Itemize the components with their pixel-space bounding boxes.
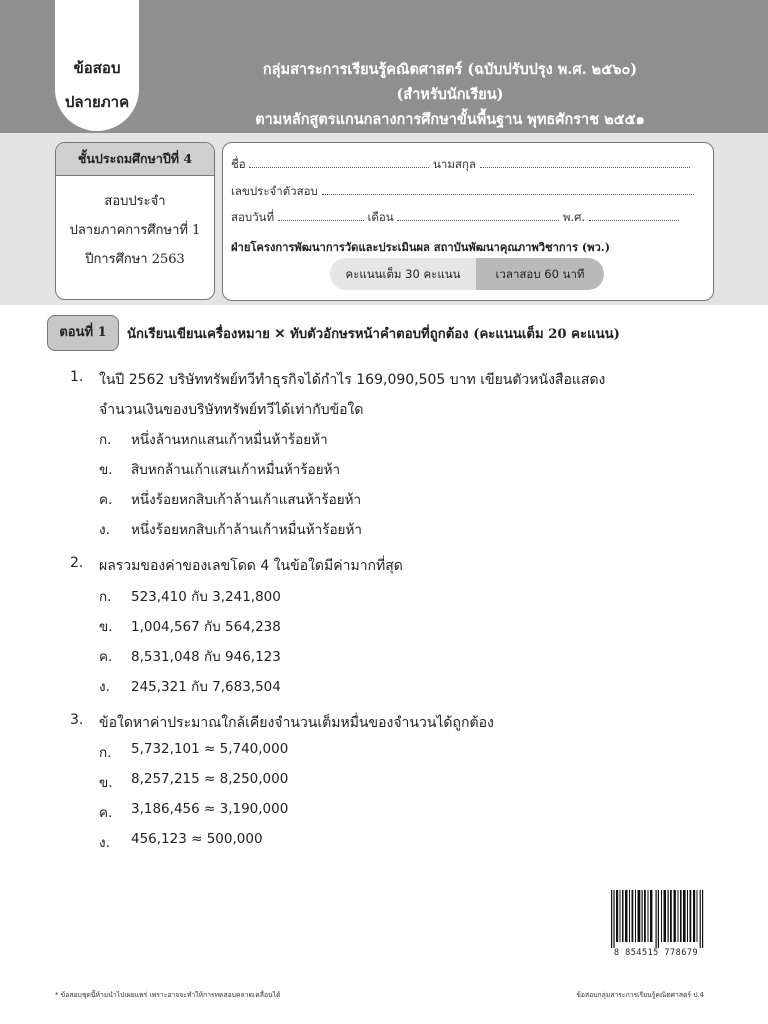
section-label: ตอนที่ 1 xyxy=(47,315,119,351)
question-3-text: ข้อใดหาค่าประมาณใกล้เคียงจำนวนเต็มหมื่นของจำนวนได้ถูกต้อง xyxy=(99,715,494,731)
month-label: เดือน xyxy=(367,210,394,224)
exam-type-line2: ปลายภาค xyxy=(64,93,130,111)
question-1-option-c-text: หนึ่งร้อยหกสิบเก้าล้านเก้าแสนห้าร้อยห้า xyxy=(131,492,362,508)
exam-id-field[interactable] xyxy=(322,184,694,195)
question-3-option-b-label[interactable]: ข. xyxy=(99,775,113,791)
question-2-option-c-label[interactable]: ค. xyxy=(99,649,113,665)
surname-field[interactable] xyxy=(480,157,690,168)
question-1-option-a-label[interactable]: ก. xyxy=(99,432,112,448)
question-2-option-a-text: 523,410 กับ 3,241,800 xyxy=(131,589,281,605)
grade-label: ชั้นประถมศึกษาปีที่ 4 xyxy=(56,143,214,176)
question-2-option-b-label[interactable]: ข. xyxy=(99,619,113,635)
organization-text: ฝ่ายโครงการพัฒนาการวัดและประเมินผล สถาบันพัฒนาคุณภาพวิชาการ (พว.) xyxy=(231,240,610,254)
full-score-badge: คะแนนเต็ม 30 คะแนน xyxy=(330,258,476,290)
question-3-option-a-text: 5,732,101 ≈ 5,740,000 xyxy=(131,741,289,757)
question-1-option-a-text: หนึ่งล้านหกแสนเก้าหมื่นห้าร้อยห้า xyxy=(131,432,328,448)
date-field[interactable] xyxy=(278,210,364,221)
date-label: สอบวันที่ xyxy=(231,210,275,224)
question-1-text-line1: ในปี 2562 บริษัททรัพย์ทวีทำธุรกิจได้กำไร 169,090,505 บาท เขียนตัวหนังสือแสดง xyxy=(99,372,606,388)
question-3-option-c-label[interactable]: ค. xyxy=(99,805,113,821)
question-1-number: 1. xyxy=(70,369,84,385)
question-2-option-d-label[interactable]: ง. xyxy=(99,679,110,695)
exam-info-line1: สอบประจำ xyxy=(104,194,166,209)
year-field[interactable] xyxy=(589,210,679,221)
question-1-option-d-label[interactable]: ง. xyxy=(99,522,110,538)
footer-left-note: * ข้อสอบชุดนี้ห้ามนำไปเผยแพร่ เพราะอาจจะทำให้การทดสอบคลาดเคลื่อนได้ xyxy=(55,991,281,999)
question-3-number: 3. xyxy=(70,712,84,728)
question-1-option-d-text: หนึ่งร้อยหกสิบเก้าล้านเก้าหมื่นห้าร้อยห้า xyxy=(131,522,362,538)
name-field[interactable] xyxy=(249,157,429,168)
exam-type-tab xyxy=(55,0,139,131)
question-2-option-b-text: 1,004,567 กับ 564,238 xyxy=(131,619,281,635)
exam-time-badge: เวลาสอบ 60 นาที xyxy=(476,258,604,290)
exam-type-line1: ข้อสอบ xyxy=(73,59,121,77)
exam-info-line3: ปีการศึกษา 2563 xyxy=(85,252,185,267)
question-3-option-a-label[interactable]: ก. xyxy=(99,745,112,761)
question-2-text: ผลรวมของค่าของเลขโดด 4 ในข้อใดมีค่ามากที่สุด xyxy=(99,558,403,574)
exam-info-box xyxy=(55,142,215,300)
surname-label: นามสกุล xyxy=(433,157,476,171)
barcode-image xyxy=(611,890,704,948)
header-title-line1: กลุ่มสาระการเรียนรู้คณิตศาสตร์ (ฉบับปรับปรุง พ.ศ. ๒๕๖๐) xyxy=(262,61,638,78)
footer-right-title: ข้อสอบกลุ่มสาระการเรียนรู้คณิตศาสตร์ ป.4 xyxy=(576,991,704,999)
question-2-option-d-text: 245,321 กับ 7,683,504 xyxy=(131,679,281,695)
student-form xyxy=(222,142,714,301)
question-3-option-b-text: 8,257,215 ≈ 8,250,000 xyxy=(131,771,289,787)
header-title-line2: (สำหรับนักเรียน) xyxy=(396,86,504,103)
question-2-number: 2. xyxy=(70,555,84,571)
month-field[interactable] xyxy=(397,210,559,221)
section-instruction: นักเรียนเขียนเครื่องหมาย ✕ ทับตัวอักษรหน้าคำตอบที่ถูกต้อง (คะแนนเต็ม 20 คะแนน) xyxy=(127,327,620,342)
exam-id-label: เลขประจำตัวสอบ xyxy=(231,184,318,198)
question-1-option-b-label[interactable]: ข. xyxy=(99,462,113,478)
header-title-line3: ตามหลักสูตรแกนกลางการศึกษาขั้นพื้นฐาน พุทธศักราช ๒๕๕๑ xyxy=(255,111,645,128)
exam-info-line2: ปลายภาคการศึกษาที่ 1 xyxy=(69,223,201,238)
question-1-text-line2: จำนวนเงินของบริษัททรัพย์ทวีได้เท่ากับข้อใด xyxy=(99,402,364,418)
question-2-option-c-text: 8,531,048 กับ 946,123 xyxy=(131,649,281,665)
question-3-option-d-text: 456,123 ≈ 500,000 xyxy=(131,831,263,847)
barcode-number: 8 854515 778679 xyxy=(613,948,699,958)
question-1-option-c-label[interactable]: ค. xyxy=(99,492,113,508)
year-label: พ.ศ. xyxy=(562,210,586,224)
name-label: ชื่อ xyxy=(231,157,246,171)
question-3-option-d-label[interactable]: ง. xyxy=(99,835,110,851)
question-2-option-a-label[interactable]: ก. xyxy=(99,589,112,605)
question-1-option-b-text: สิบหกล้านเก้าแสนเก้าหมื่นห้าร้อยห้า xyxy=(131,462,341,478)
question-3-option-c-text: 3,186,456 ≈ 3,190,000 xyxy=(131,801,289,817)
